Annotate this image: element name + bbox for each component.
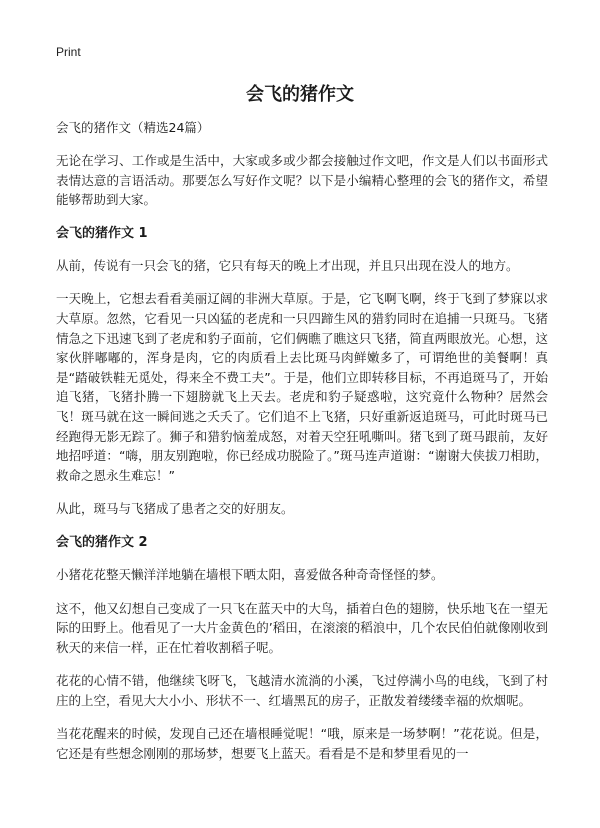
- document-body: [56, 118, 548, 778]
- section-heading: 会飞的猪作文 1: [56, 225, 148, 241]
- document-title: 会飞的猪作文: [246, 84, 354, 105]
- paragraph: 花花的心情不错，他继续飞呀飞，飞越清水流淌的小溪，飞过停满小鸟的电线，飞到了村庄的上空，看见大大小小、形状不一、红墙黑瓦的房子，正散发着缕缕幸福的炊烟呢。: [56, 673, 548, 708]
- section-heading: 会飞的猪作文 2: [56, 534, 148, 550]
- document-subtitle: 会飞的猪作文（精选24篇）: [56, 120, 210, 135]
- paragraph: 一天晚上，它想去看看美丽辽阔的非洲大草原。于是，它飞啊飞啊，终于飞到了梦寐以求大草原。忽然，它看见一只凶猛的老虎和一只四蹄生风的猎豹同时在追捕一只斑马。飞猪情急之下迅速飞到了老虎和豹子面前，它们俩瞧了瞧这只飞猪，简直两眼放光。心想，这家伙胖嘟嘟的，浑身是肉，它的肉质看上去比斑马肉鲜嫩多了，可谓绝世的美餐啊！真是“踏破铁鞋无觅处，得来全不费工夫”。于是，他们立即转移目标，不再追斑马了，开始追飞猪，飞猪扑腾一下翅膀就飞上天去。老虎和豹子疑惑啦，这究竟什么物种？居然会飞！斑马就在这一瞬间逃之夭夭了。它们追不上飞猪，只好重新返追斑马，可此时斑马已经跑得无影无踪了。狮子和猎豹恼羞成怒，对着天空狂吼嘶叫。猪飞到了斑马跟前，友好地招呼道：“嗨，朋友别跑啦，你已经成功脱险了。”斑马连声道谢：“谢谢大侠拔刀相助，救命之恩永生难忘！”: [56, 291, 548, 483]
- paragraph: 小猪花花整天懒洋洋地躺在墙根下晒太阳，喜爱做各种奇奇怪怪的梦。: [56, 566, 444, 582]
- paragraph: 这不，他又幻想自己变成了一只飞在蓝天中的大鸟，插着白色的翅膀，快乐地飞在一望无际的田野上。他看见了一大片金黄色的’稻田，在滚滚的稻浪中，几个农民伯伯就像刚收到秋天的来信一样，正在忙着收割稻子呢。: [56, 600, 548, 655]
- print-link[interactable]: Print: [56, 45, 81, 59]
- paragraph: 从此，斑马与飞猪成了患者之交的好朋友。: [56, 501, 294, 517]
- paragraph: 当花花醒来的时候，发现自己还在墙根睡觉呢！“哦，原来是一场梦啊！”花花说。但是，它还是有些想念刚刚的那场梦，想要飞上蓝天。看看是不是和梦里看见的一: [56, 726, 548, 762]
- intro-paragraph: 无论在学习、工作或是生活中，大家或多或少都会接触过作文吧，作文是人们以书面形式表情达意的言语活动。那要怎么写好作文呢？以下是小编精心整理的会飞的猪作文，希望能够帮助到大家。: [56, 153, 548, 208]
- paragraph: 从前，传说有一只会飞的猪，它只有每天的晚上才出现，并且只出现在没人的地方。: [56, 257, 519, 273]
